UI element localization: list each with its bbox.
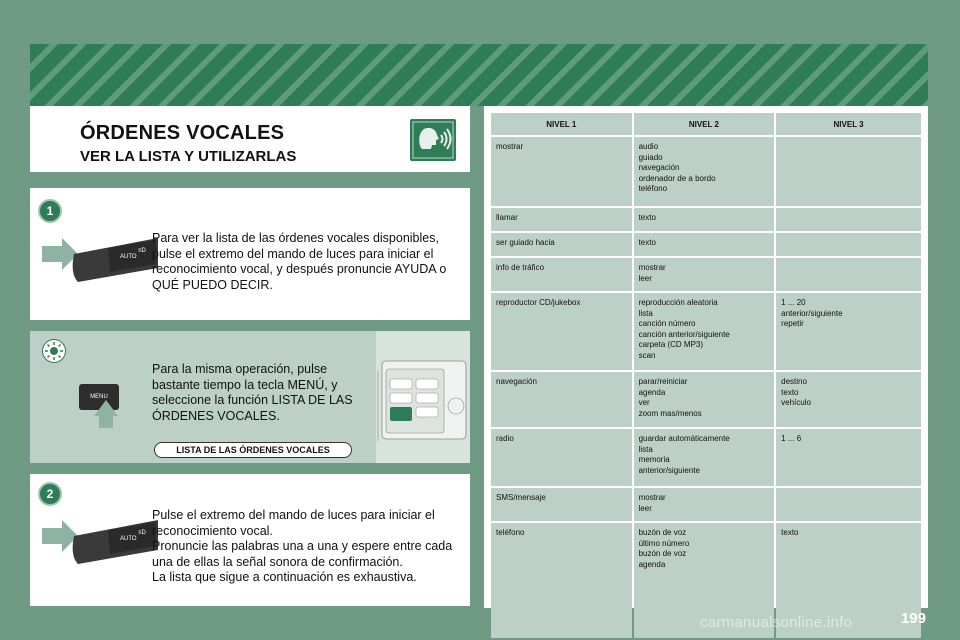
cell-level-1: navegación <box>491 372 632 427</box>
cell-level-1: teléfono <box>491 523 632 638</box>
cell-line: texto <box>638 213 656 222</box>
cell-level-2 <box>634 488 775 521</box>
cell-line: repetir <box>781 319 804 328</box>
cell-level-2 <box>634 429 775 486</box>
cell-line: 1 ... 6 <box>781 434 802 443</box>
cell-line: guiado <box>638 152 663 162</box>
voice-command-icon <box>410 119 456 161</box>
voice-commands-table-panel <box>484 106 928 608</box>
cell-level-3 <box>776 429 921 486</box>
cell-line: leer <box>638 503 652 513</box>
table-row <box>491 488 921 521</box>
svg-text:≡D: ≡D <box>138 530 146 536</box>
cell-level-2 <box>634 293 775 370</box>
cell-line: canción anterior/siguiente <box>638 329 730 339</box>
cell-level-2 <box>634 233 775 256</box>
table-row <box>491 372 921 427</box>
step-2-badge: 2 <box>38 482 62 506</box>
cell-line: leer <box>638 273 652 283</box>
arrow-up-stem <box>99 414 113 428</box>
cell-line: zoom mas/menos <box>638 408 702 418</box>
cell-line: parar/reiniciar <box>638 377 688 386</box>
cell-line: buzón de voz <box>638 528 687 537</box>
table-body <box>491 137 921 638</box>
cell-line: texto <box>781 387 799 397</box>
cell-line: teléfono <box>638 184 668 193</box>
cell-line: buzón de voz <box>638 549 687 558</box>
table-row <box>491 258 921 291</box>
cell-level-1: SMS/mensaje <box>491 488 632 521</box>
cell-level-3 <box>776 488 921 521</box>
cell-line: navegación <box>638 163 680 172</box>
cell-line: agenda <box>638 387 666 397</box>
cell-line: canción número <box>638 319 696 328</box>
cell-level-3 <box>776 372 921 427</box>
cell-level-1: info de tráfico <box>491 258 632 291</box>
cell-line: texto <box>781 528 799 537</box>
table-row <box>491 208 921 231</box>
column-header-level-3: NIVEL 3 <box>776 113 921 135</box>
cell-line: anterior/siguiente <box>781 308 843 318</box>
column-header-level-2: NIVEL 2 <box>634 113 775 135</box>
cell-line: mostrar <box>638 493 666 502</box>
page-number: 199 <box>900 610 926 627</box>
tip-text: Para la misma operación, pulse bastante tiempo la tecla MENÚ, y seleccione la función LISTA DE LAS ÓRDENES VOCALES. <box>152 362 353 423</box>
cell-level-3 <box>776 293 921 370</box>
step-1-badge: 1 <box>38 199 62 223</box>
cell-line: ver <box>638 398 650 407</box>
cell-line: destino <box>781 377 807 386</box>
cell-level-1: llamar <box>491 208 632 231</box>
page-subtitle: VER LA LISTA Y UTILIZARLAS <box>80 148 297 165</box>
cell-level-1: ser guiado hacia <box>491 233 632 256</box>
step-2-text: Pulse el extremo del mando de luces para iniciar el reconocimiento vocal. Pronuncie las palabras una a una y espere entre cada una de ellas la señal sonora de confirmación. La lista que sigue a continuación es exhaustiva. <box>152 508 453 584</box>
svg-text:AUTO: AUTO <box>120 536 137 542</box>
cell-line: vehículo <box>781 398 811 407</box>
voice-commands-list-button[interactable]: LISTA DE LAS ÓRDENES VOCALES <box>154 442 352 458</box>
cell-line: carpeta (CD MP3) <box>638 340 704 349</box>
cell-level-2 <box>634 208 775 231</box>
menu-key-icon: MENU <box>79 384 119 410</box>
cell-level-1: mostrar <box>491 137 632 206</box>
cell-level-2 <box>634 258 775 291</box>
step-1-text: Para ver la lista de las órdenes vocales disponibles, pulse el extremo del mando de luces para iniciar el reconocimiento vocal, y después pronuncie AYUDA o QUÉ PUEDO DECIR. <box>152 231 447 292</box>
cell-level-3 <box>776 208 921 231</box>
cell-line: memoria <box>638 455 670 464</box>
cell-line: lista <box>638 308 653 318</box>
cell-level-1: reproductor CD/jukebox <box>491 293 632 370</box>
cell-level-3 <box>776 233 921 256</box>
table-row <box>491 137 921 206</box>
cell-line: último número <box>638 538 690 548</box>
title-panel <box>30 106 470 172</box>
cell-line: ordenador de a bordo <box>638 173 716 183</box>
cell-line: agenda <box>638 559 666 569</box>
cell-level-2 <box>634 137 775 206</box>
header-banner <box>30 44 928 106</box>
cell-line: lista <box>638 444 653 454</box>
table-row <box>491 429 921 486</box>
voice-commands-table <box>489 111 923 640</box>
cell-level-1: radio <box>491 429 632 486</box>
column-header-level-1: NIVEL 1 <box>491 113 632 135</box>
svg-text:≡D: ≡D <box>138 248 146 254</box>
table-row <box>491 233 921 256</box>
sun-icon <box>42 339 66 363</box>
light-stalk-icon <box>38 506 158 576</box>
light-stalk-icon <box>38 224 158 294</box>
cell-line: scan <box>638 350 656 360</box>
cell-line: 1 ... 20 <box>781 298 806 307</box>
cell-line: guardar automáticamente <box>638 434 730 443</box>
table-row <box>491 293 921 370</box>
cell-line: anterior/siguiente <box>638 465 700 475</box>
cell-line: reproducción aleatoria <box>638 298 718 307</box>
cell-line: texto <box>638 238 656 247</box>
cell-line: audio <box>638 142 659 151</box>
watermark: carmanualsonline.info <box>700 614 853 631</box>
cell-level-3 <box>776 137 921 206</box>
radio-panel-icon <box>376 331 470 463</box>
page-title: ÓRDENES VOCALES <box>80 122 285 144</box>
svg-text:AUTO: AUTO <box>120 254 137 260</box>
cell-line: mostrar <box>638 263 666 272</box>
cell-level-2 <box>634 372 775 427</box>
cell-level-3 <box>776 258 921 291</box>
